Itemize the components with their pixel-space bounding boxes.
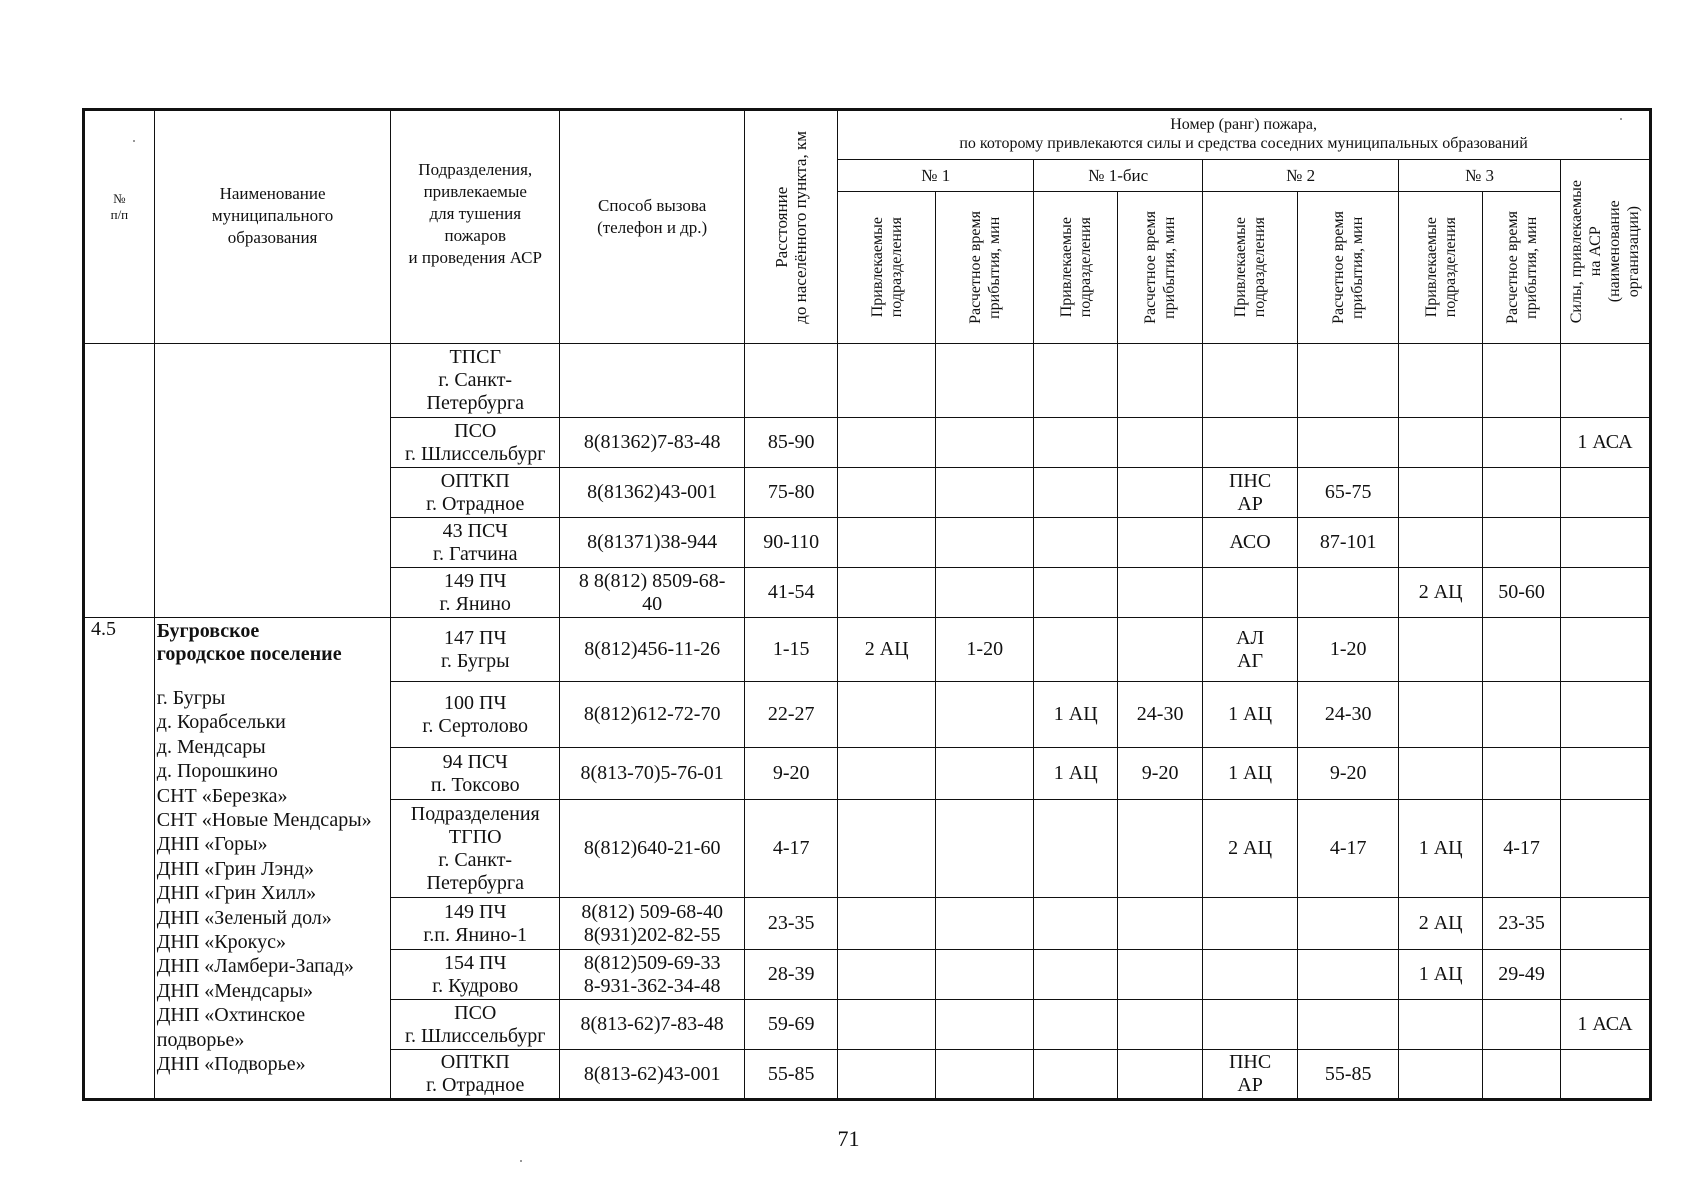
cell-r2t: 1-20 [1298,618,1399,682]
cell-phone: 8(813-62)43-001 [560,1050,745,1100]
cell-r2u: 2 АЦ [1203,800,1298,898]
cell-acr [1560,898,1650,950]
cell-unit: 147 ПЧ г. Бугры [391,618,560,682]
rank-3-units-header [1399,192,1483,344]
cell-r2u: АСО [1203,518,1298,568]
cell-r1bt [1118,344,1203,418]
table-row [84,344,1651,418]
cell-r1t: 1-20 [936,618,1034,682]
cell-r1t [936,468,1034,518]
cell-r2u [1203,568,1298,618]
cell-acr [1560,800,1650,898]
cell-r3t [1483,468,1561,518]
cell-r1t [936,568,1034,618]
cell-r3u: 1 АЦ [1399,950,1483,1000]
cell-acr: 1 АСА [1560,1000,1650,1050]
rank-2-header: № 2 [1203,160,1399,192]
cell-phone: 8(812)509-69-33 8-931-362-34-48 [560,950,745,1000]
cell-r1bt: 9-20 [1118,748,1203,800]
section-number: 4.5 [84,618,155,1100]
col-municipality-header: Наименование муниципального образования [154,110,391,344]
cell-r1bt [1118,518,1203,568]
cell-r3u [1399,618,1483,682]
cell-r1bu [1034,418,1118,468]
cell-acr [1560,748,1650,800]
table-row [84,618,1651,682]
cell-r2t: 4-17 [1298,800,1399,898]
cell-r1bt [1118,800,1203,898]
cell-r1u [838,682,936,748]
cell-r3t [1483,418,1561,468]
cell-r1bt [1118,1050,1203,1100]
cell-phone: 8(81362)43-001 [560,468,745,518]
acr-header [1560,160,1650,344]
cell-r3t [1483,682,1561,748]
cell-r3u: 2 АЦ [1399,898,1483,950]
cell-acr [1560,1050,1650,1100]
cell-acr [1560,344,1650,418]
cell-r3u [1399,418,1483,468]
rank-3-time-header [1483,192,1561,344]
rank-2-units-header [1203,192,1298,344]
cell-r1u [838,800,936,898]
cell-r1bu [1034,468,1118,518]
fire-forces-table [82,108,1652,1101]
cell-r2u: ПНС АР [1203,468,1298,518]
cell-r1bu [1034,898,1118,950]
cell-r1bt [1118,950,1203,1000]
col-call-header: Способ вызова (телефон и др.) [560,110,745,344]
cell-dist: 85-90 [745,418,838,468]
distance-header-text: Расстояние до населённого пункта, км [772,130,811,324]
acr-header-text: Силы, привлекаемые на АСР (наименование организации) [1567,179,1642,324]
rank-1-time-header [936,192,1034,344]
cell-r3t: 23-35 [1483,898,1561,950]
cell-r1bt [1118,618,1203,682]
section-municipality-cell [154,618,391,1100]
cell-acr [1560,618,1650,682]
cell-dist: 22-27 [745,682,838,748]
cell-phone: 8(812)456-11-26 [560,618,745,682]
cell-phone: 8(81371)38-944 [560,518,745,568]
cell-unit: 149 ПЧ г.п. Янино-1 [391,898,560,950]
scan-speck [520,1160,522,1162]
cell-dist: 4-17 [745,800,838,898]
cell-r1u: 2 АЦ [838,618,936,682]
cell-dist: 55-85 [745,1050,838,1100]
cell-r1u [838,344,936,418]
cell-acr: 1 АСА [1560,418,1650,468]
cell-r1u [838,468,936,518]
cell-r2t [1298,1000,1399,1050]
cell-r3u [1399,344,1483,418]
cell-r3u: 2 АЦ [1399,568,1483,618]
prev-municipality-cell [154,344,391,618]
cell-r1t [936,418,1034,468]
cell-dist: 90-110 [745,518,838,568]
cell-r2u [1203,418,1298,468]
cell-acr [1560,468,1650,518]
cell-r3t: 4-17 [1483,800,1561,898]
cell-phone [560,344,745,418]
cell-r2t: 87-101 [1298,518,1399,568]
cell-unit: 94 ПСЧ п. Токсово [391,748,560,800]
cell-dist: 1-15 [745,618,838,682]
cell-unit: ОПТКП г. Отрадное [391,468,560,518]
cell-r2t: 9-20 [1298,748,1399,800]
cell-r2t: 24-30 [1298,682,1399,748]
col-num-header: № п/п [84,110,155,344]
cell-r3u [1399,682,1483,748]
sub-units-text: Привлекаемые подразделения [1057,217,1094,318]
cell-unit: 43 ПСЧ г. Гатчина [391,518,560,568]
cell-r2u: 1 АЦ [1203,748,1298,800]
cell-r1t [936,344,1034,418]
cell-r1bu [1034,1000,1118,1050]
cell-r1t [936,800,1034,898]
cell-phone: 8(813-70)5-76-01 [560,748,745,800]
cell-r2t [1298,568,1399,618]
cell-r3t: 50-60 [1483,568,1561,618]
cell-r1t [936,1000,1034,1050]
cell-r1bt [1118,898,1203,950]
sub-time-text: Расчетное время прибытия, мин [966,211,1003,324]
cell-r2u: АЛ АГ [1203,618,1298,682]
rank-3-header: № 3 [1399,160,1561,192]
rank-2-time-header [1298,192,1399,344]
cell-r3u [1399,1050,1483,1100]
scan-speck [133,140,135,142]
sub-time-text: Расчетное время прибытия, мин [1142,211,1179,324]
cell-unit: ПСО г. Шлиссельбург [391,1000,560,1050]
cell-r3t [1483,1050,1561,1100]
table-body [84,344,1651,1100]
settlements-list: г. Бугры д. Корабсельки д. Мендсары д. Порошкино СНТ «Березка» СНТ «Новые Мендсары» ДНП «Горы» ДНП «Грин Лэнд» ДНП «Грин Хилл» ДНП «Зеленый дол» ДНП «Крокус» ДНП «Ламбери-Запад» ДНП «Мендсары» ДНП «Охтинское подворье» ДНП «Подворье» [156,687,372,1076]
cell-dist [745,344,838,418]
cell-r1bu: 1 АЦ [1034,682,1118,748]
cell-r1bt [1118,468,1203,518]
cell-r1t [936,748,1034,800]
cell-r1u [838,950,936,1000]
cell-phone: 8 8(812) 8509-68- 40 [560,568,745,618]
cell-unit: ТПСГ г. Санкт- Петербурга [391,344,560,418]
cell-unit: 100 ПЧ г. Сертолово [391,682,560,748]
cell-dist: 41-54 [745,568,838,618]
cell-r1t [936,682,1034,748]
cell-r1bt [1118,1000,1203,1050]
cell-r3t [1483,748,1561,800]
rank-1-header: № 1 [838,160,1034,192]
cell-r3t [1483,344,1561,418]
cell-r1bu [1034,800,1118,898]
cell-dist: 9-20 [745,748,838,800]
cell-r3u [1399,1000,1483,1050]
cell-r1u [838,1050,936,1100]
cell-acr [1560,950,1650,1000]
rank-1bis-header: № 1-бис [1034,160,1203,192]
cell-acr [1560,682,1650,748]
document-sheet [82,108,1652,1101]
cell-r1bu [1034,618,1118,682]
prev-num-cell [84,344,155,618]
cell-r1bu [1034,568,1118,618]
cell-r1bu: 1 АЦ [1034,748,1118,800]
cell-r1bu [1034,1050,1118,1100]
cell-unit: ПСО г. Шлиссельбург [391,418,560,468]
cell-unit: 154 ПЧ г. Кудрово [391,950,560,1000]
cell-r3t [1483,1000,1561,1050]
cell-r1u [838,898,936,950]
cell-r2t [1298,418,1399,468]
cell-r2u: ПНС АР [1203,1050,1298,1100]
cell-r2t [1298,344,1399,418]
cell-r3u [1399,748,1483,800]
cell-phone: 8(81362)7-83-48 [560,418,745,468]
cell-r1u [838,568,936,618]
cell-dist: 75-80 [745,468,838,518]
sub-time-text: Расчетное время прибытия, мин [1503,211,1540,324]
cell-r2u [1203,950,1298,1000]
rank-1-units-header [838,192,936,344]
cell-r1bt: 24-30 [1118,682,1203,748]
sub-units-text: Привлекаемые подразделения [1232,217,1269,318]
cell-unit: Подразделения ТГПО г. Санкт- Петербурга [391,800,560,898]
rank-1bis-units-header [1034,192,1118,344]
cell-unit: 149 ПЧ г. Янино [391,568,560,618]
fire-rank-group-header: Номер (ранг) пожара, по которому привлекаются силы и средства соседних муниципальных образований [838,110,1651,160]
cell-r1t [936,518,1034,568]
cell-r1u [838,518,936,568]
scan-speck [1620,118,1622,120]
cell-r2u: 1 АЦ [1203,682,1298,748]
cell-r3u [1399,518,1483,568]
cell-phone: 8(812) 509-68-40 8(931)202-82-55 [560,898,745,950]
municipality-title: Бугровское городское поселение [156,620,342,665]
header-row-1 [84,110,1651,160]
col-distance-header [745,110,838,344]
cell-r2t: 55-85 [1298,1050,1399,1100]
cell-dist: 59-69 [745,1000,838,1050]
cell-r2t: 65-75 [1298,468,1399,518]
cell-r1t [936,950,1034,1000]
sub-units-text: Привлекаемые подразделения [868,217,905,318]
cell-phone: 8(813-62)7-83-48 [560,1000,745,1050]
cell-r2t [1298,898,1399,950]
sub-time-text: Расчетное время прибытия, мин [1330,211,1367,324]
cell-r3t [1483,618,1561,682]
rank-1bis-time-header [1118,192,1203,344]
cell-r2u [1203,344,1298,418]
cell-r2u [1203,898,1298,950]
cell-acr [1560,568,1650,618]
cell-r1u [838,418,936,468]
cell-r1bt [1118,418,1203,468]
cell-r3t: 29-49 [1483,950,1561,1000]
cell-phone: 8(812)612-72-70 [560,682,745,748]
sub-units-text: Привлекаемые подразделения [1422,217,1459,318]
cell-r3t [1483,518,1561,568]
cell-dist: 28-39 [745,950,838,1000]
cell-r1t [936,898,1034,950]
cell-r1bt [1118,568,1203,618]
cell-r1bu [1034,518,1118,568]
cell-acr [1560,518,1650,568]
cell-r2u [1203,1000,1298,1050]
cell-r1t [936,1050,1034,1100]
cell-dist: 23-35 [745,898,838,950]
cell-r3u [1399,468,1483,518]
cell-phone: 8(812)640-21-60 [560,800,745,898]
cell-r1bu [1034,950,1118,1000]
cell-r2t [1298,950,1399,1000]
cell-r1bu [1034,344,1118,418]
cell-unit: ОПТКП г. Отрадное [391,1050,560,1100]
col-units-header: Подразделения, привлекаемые для тушения пожаров и проведения АСР [391,110,560,344]
cell-r1u [838,748,936,800]
cell-r3u: 1 АЦ [1399,800,1483,898]
page-number: 71 [837,1126,860,1151]
cell-r1u [838,1000,936,1050]
